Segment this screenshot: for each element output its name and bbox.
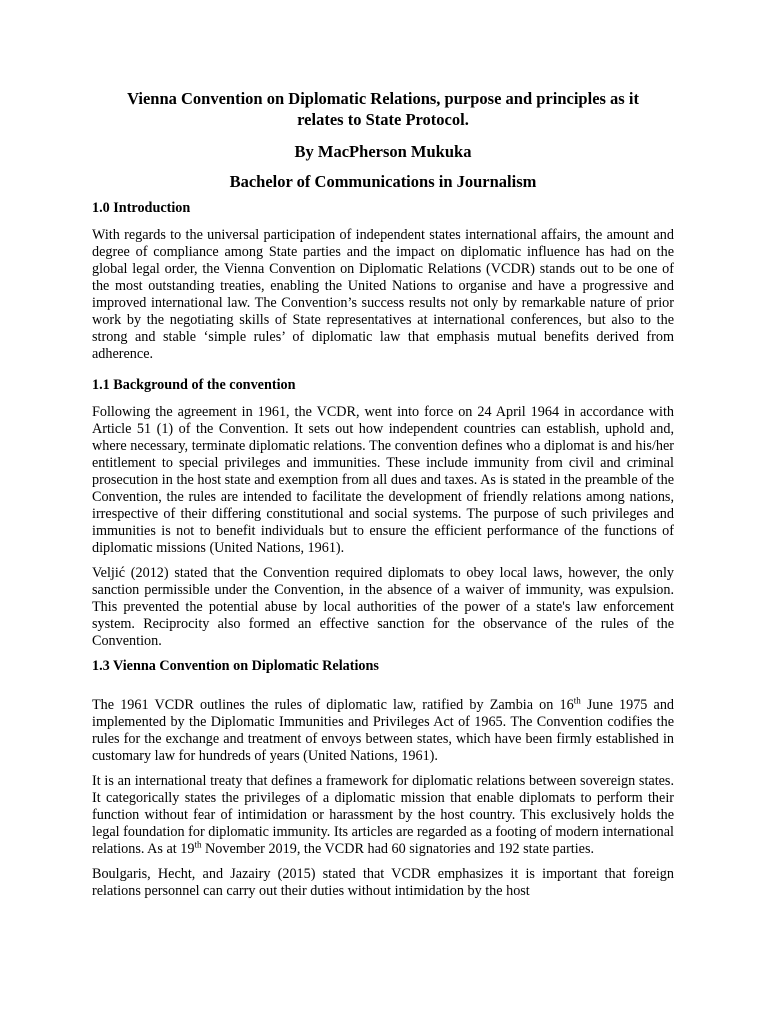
vcdr-p1-ordinal: th [573, 695, 581, 706]
vcdr-p1-text-b: June 1975 and implemented by the Diplomatic Immunities and Privileges Act of 1965. The Convention codifies the rules for the exchange and treatment of envoys between states, which have been firmly established in customary law for hundreds of years (United Nations, 1961). [92, 697, 675, 764]
document-page [92, 88, 674, 908]
intro-paragraph: With regards to the universal participation of independent states international affairs, the amount and degree of compliance among State parties and the impact on diplomatic influence has had on the global legal order, the Vienna Convention on Diplomatic Relations (VCDR) stands out to be one of the most outstanding treaties, enabling the United Nations to organise and have a progressive and improved international law. The Convention’s success results not only by remarkable nature of prior work by the negotiating skills of State representatives at international conferences, but also to the strong and stable ‘simple rules’ of diplomatic law that emphasis mutual benefits derived from adherence. [92, 227, 674, 362]
background-paragraph-2: Veljić (2012) stated that the Convention required diplomats to obey local laws, however, the only sanction permissible under the Convention, in the absence of a waiver of immunity, was expulsion. This prevented the potential abuse by local authorities of the power of a state's law enforcement system. Reciprocity also formed an effective sanction for the observance of the rules of the Convention. [92, 565, 674, 649]
vcdr-paragraph-1 [92, 697, 674, 765]
vcdr-paragraph-3: Boulgaris, Hecht, and Jazairy (2015) stated that VCDR emphasizes it is important that foreign relations personnel can carry out their duties without intimidation by the host [92, 866, 674, 899]
vcdr-p2-text-a: It is an international treaty that defines a framework for diplomatic relations between sovereign states. It categorically states the privileges of a diplomatic mission that enable diplomats to perform their function without fear of intimidation or harassment by the host country. This exclusively holds the legal foundation for diplomatic immunity. Its articles are regarded as a footing of modern international relations. As at 19 [92, 773, 674, 857]
vcdr-p1-text-a: The 1961 VCDR outlines the rules of diplomatic law, ratified by Zambia on 16 [92, 697, 574, 713]
document-title [92, 88, 674, 130]
title-line-2: relates to State Protocol. [297, 110, 469, 129]
section-heading-introduction: 1.0 Introduction [92, 200, 191, 216]
section-heading-background: 1.1 Background of the convention [92, 377, 296, 393]
vcdr-paragraph-2 [92, 773, 674, 858]
vcdr-p2-text-b: November 2019, the VCDR had 60 signatories and 192 state parties. [201, 841, 595, 857]
section-heading-vcdr: 1.3 Vienna Convention on Diplomatic Relations [92, 658, 379, 674]
background-paragraph-1: Following the agreement in 1961, the VCDR, went into force on 24 April 1964 in accordance with Article 51 (1) of the Convention. It sets out how independent countries can establish, uphold and, where necessary, terminate diplomatic relations. The convention defines who a diplomat is and his/her entitlement to special privileges and immunities. These include immunity from civil and criminal prosecution in the host state and exemption from all dues and taxes. As is stated in the preamble of the Convention, the rules are intended to facilitate the development of friendly relations among nations, irrespective of their differing constitutional and social systems. The purpose of such privileges and immunities is not to benefit individuals but to ensure the efficient performance of the functions of diplomatic missions (United Nations, 1961). [92, 404, 674, 556]
degree-line: Bachelor of Communications in Journalism [229, 172, 537, 191]
vcdr-p2-ordinal: th [194, 839, 202, 850]
title-line-1: Vienna Convention on Diplomatic Relations, purpose and principles as it [127, 89, 639, 108]
author-line: By MacPherson Mukuka [294, 142, 472, 161]
